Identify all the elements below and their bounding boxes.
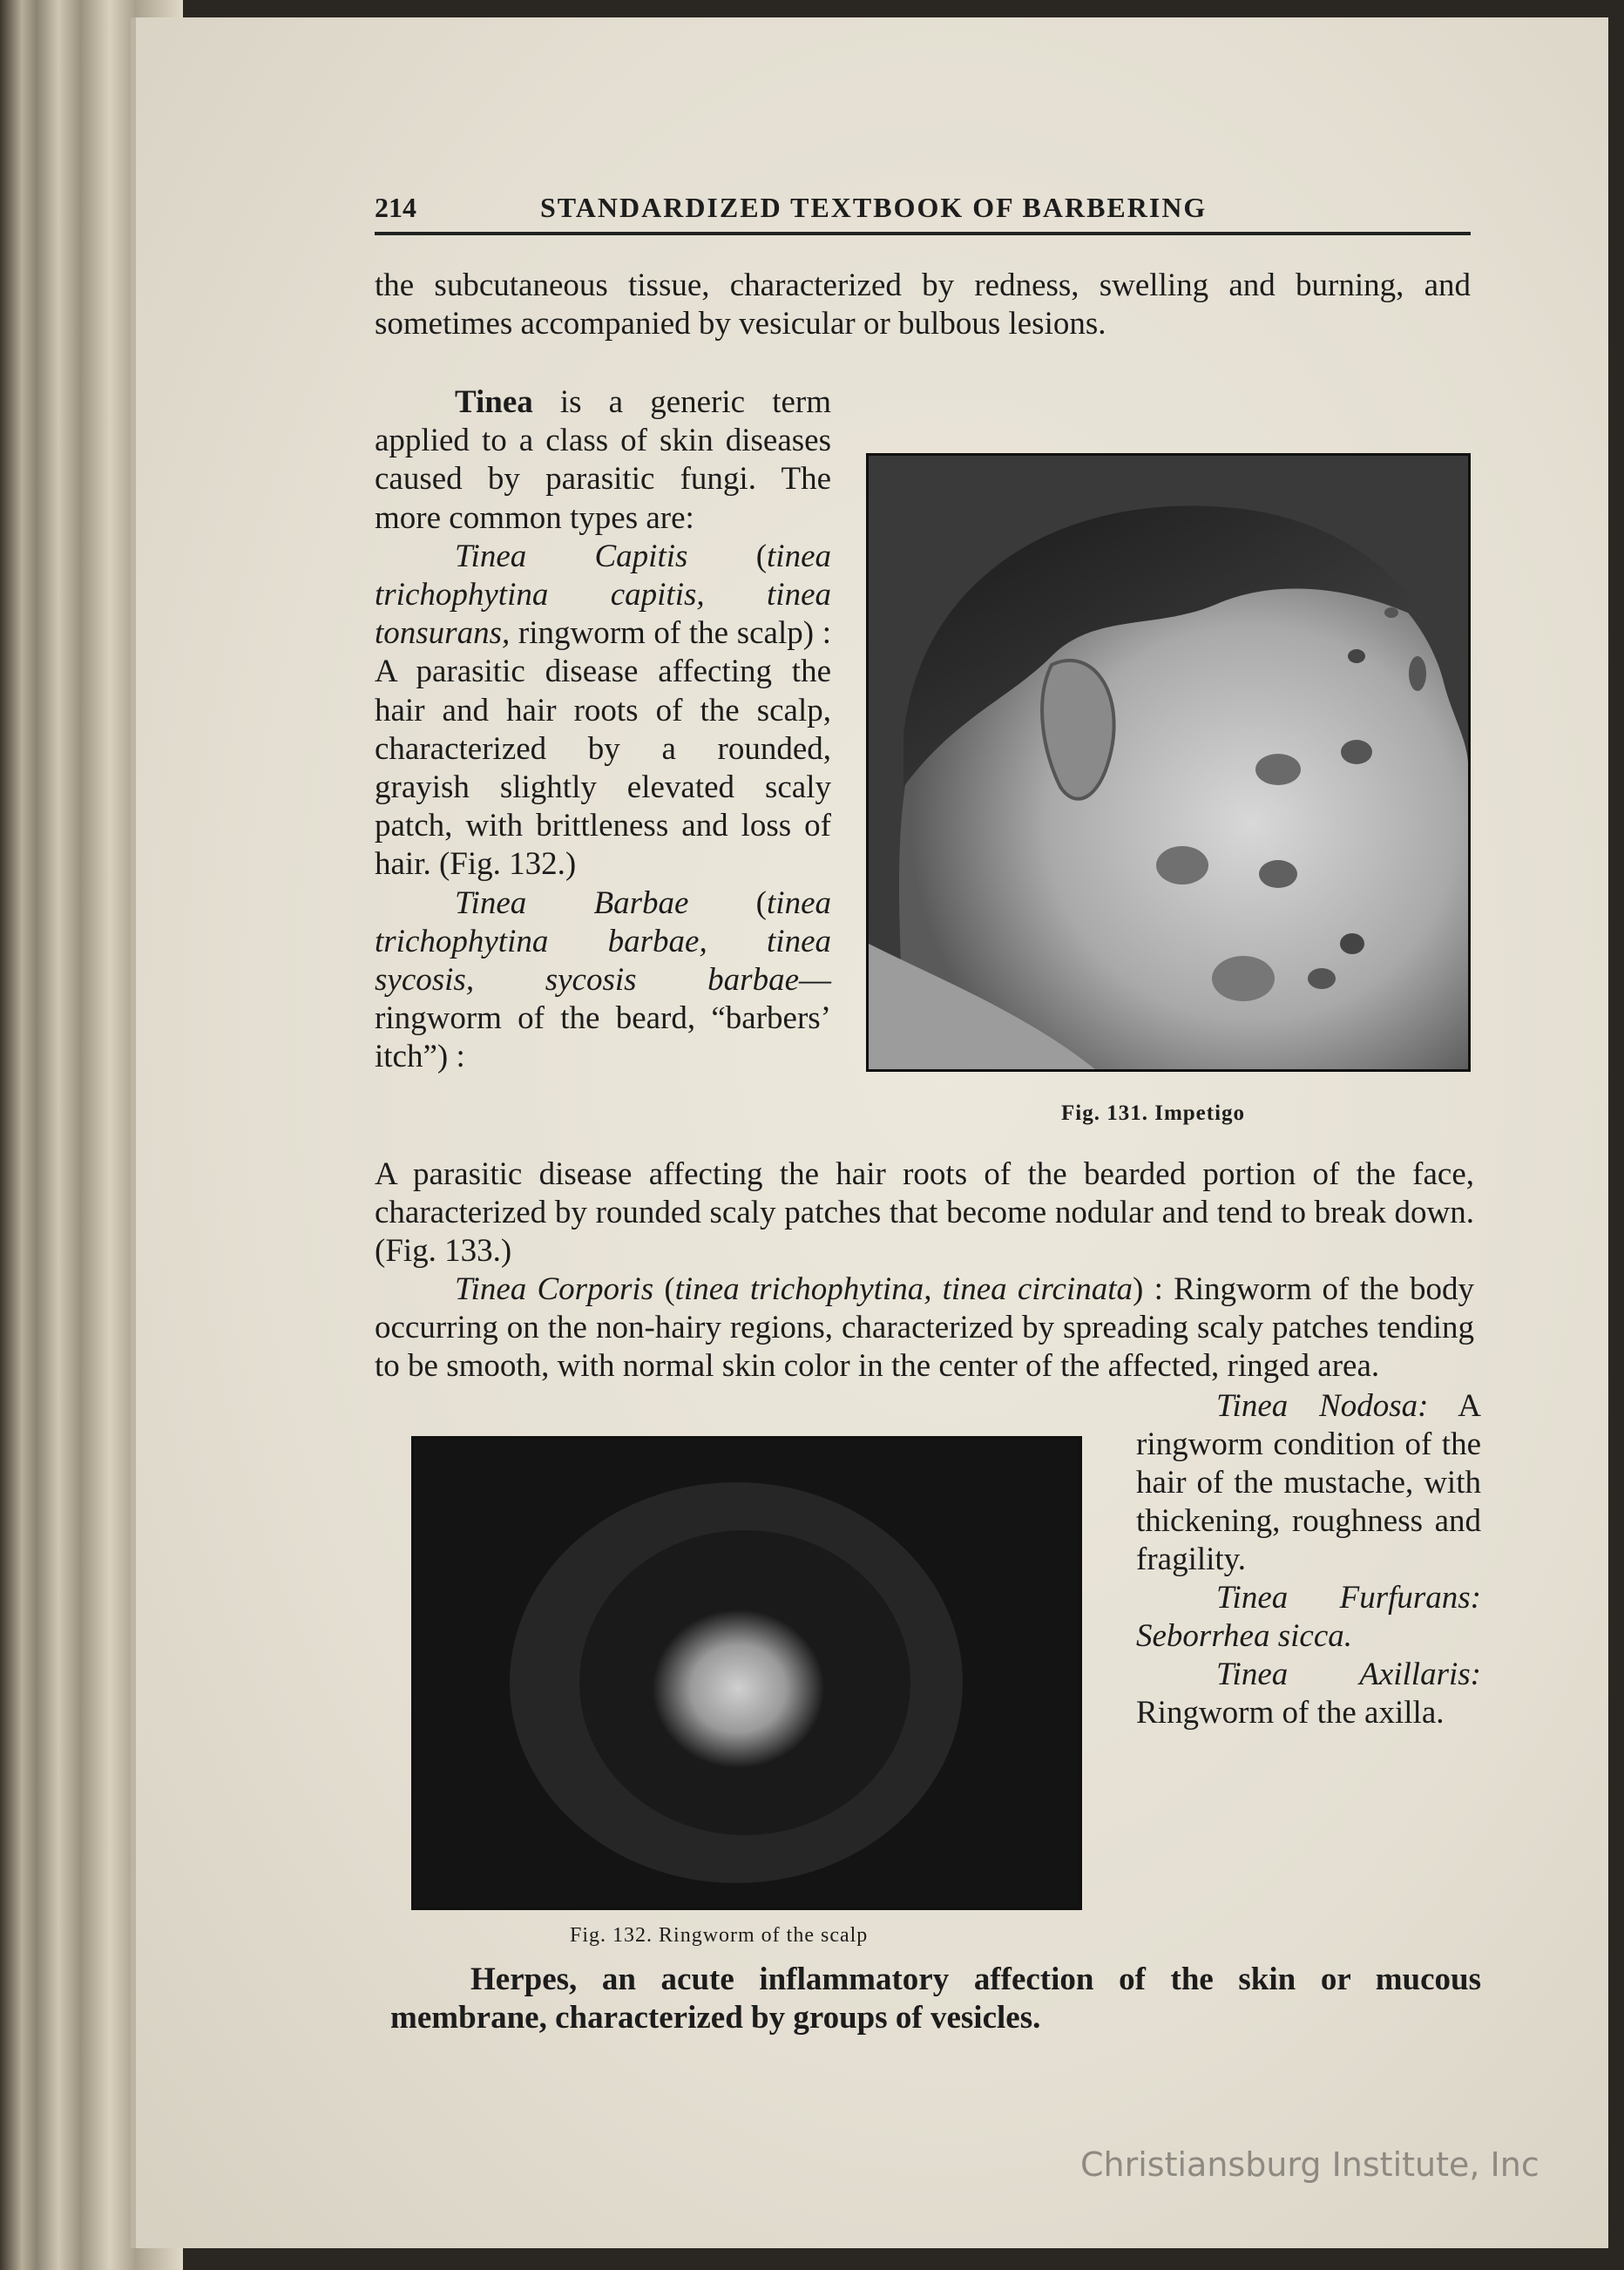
figure-131-impetigo-photo <box>866 453 1471 1072</box>
barbae-continuation <box>375 1155 1474 1386</box>
barbae-synonyms: tinea trichophytina barbae, tinea sycosis, sycosis barbae <box>375 884 831 999</box>
corporis-definition: Ringworm of the body occurring on the non-hairy regions, characterized by spreading scaly patches tending to be smooth, with normal skin color in the center of the affected, ringed area. <box>375 1271 1474 1384</box>
page-number: 214 <box>375 192 416 223</box>
figure-132-caption: Fig. 132. Ringworm of the scalp <box>570 1924 869 1947</box>
tinea-definition: is a generic term applied to a class of skin diseases caused by parasitic fungi. The more common types are: <box>375 384 831 536</box>
furfurans-name: Tinea Furfurans: <box>1216 1580 1481 1616</box>
right-column <box>1136 1387 1481 1732</box>
capitis-paragraph: Tinea Capitis (tinea trichophytina capitis, tinea tonsurans, ringworm of the scalp) : A parasitic disease affecting the hair and hair roots of the scalp, characterized by a rounded, grayish slightly elevated scaly patch, with brittleness and loss of hair. (Fig. 132.) <box>375 538 831 883</box>
barbae-definition: A parasitic disease affecting the hair roots of the bearded portion of the face, characterized by rounded scaly patches that become nodular and tend to break down. (Fig. 133.) <box>375 1156 1474 1269</box>
intro-paragraph <box>375 267 1471 343</box>
barbae-paragraph: Tinea Barbae (tinea trichophytina barbae, tinea sycosis, sycosis barbae—ringworm of the beard, “barbers’ itch”) : <box>375 884 831 1075</box>
herpes-definition: an acute inflammatory affection of the skin or mucous membrane, characterized by groups of vesicles. <box>390 1962 1481 2036</box>
axillaris-name: Tinea Axillaris: <box>1216 1657 1481 1692</box>
corporis-synonyms: tinea trichophytina, tinea circinata <box>674 1271 1133 1307</box>
nodosa-definition: A ringworm condition of the hair of the mustache, with thickening, roughness and fragility. <box>1136 1388 1481 1577</box>
furfurans-paragraph <box>1136 1579 1481 1656</box>
nodosa-name: Tinea Nodosa: <box>1216 1388 1429 1424</box>
impetigo-photo-image <box>869 456 1468 1069</box>
corporis-paragraph: Tinea Corporis (tinea trichophytina, tinea circinata) : Ringworm of the body occurring on the non-hairy regions, characterized by spreading scaly patches tending to be smooth, with normal skin color in the center of the affected, ringed area. <box>375 1271 1474 1384</box>
nodosa-paragraph <box>1136 1387 1481 1579</box>
tinea-column <box>375 383 831 1077</box>
tinea-term: Tinea <box>455 384 533 420</box>
corporis-name: Tinea Corporis <box>455 1271 654 1307</box>
furfurans-definition: Seborrhea sicca. <box>1136 1618 1352 1654</box>
book-page <box>131 17 1608 2248</box>
intro-text: the subcutaneous tissue, characterized by redness, swelling and burning, and sometimes accompanied by vesicular or bulbous lesions. <box>375 268 1471 342</box>
figure-132-ringworm-photo <box>411 1436 1082 1910</box>
axillaris-definition: Ringworm of the axilla. <box>1136 1695 1445 1731</box>
capitis-name: Tinea Capitis <box>455 538 688 574</box>
axillaris-paragraph <box>1136 1656 1481 1732</box>
barbae-common-name: —ringworm of the beard, “barbers’ itch”) : <box>375 962 831 1075</box>
capitis-definition: ringworm of the scalp) : A parasitic disease affecting the hair and hair roots of the scalp, characterized by a rounded, grayish slightly elevated scaly patch, with brittleness and loss of hair. (Fig. 132.) <box>375 615 831 883</box>
figure-131-caption: Fig. 131. Impetigo <box>1061 1101 1246 1125</box>
tinea-paragraph <box>375 383 831 538</box>
herpes-paragraph <box>390 1961 1481 2037</box>
barbae-name: Tinea Barbae <box>455 884 689 921</box>
capitis-synonyms: tinea trichophytina capitis, tinea tonsurans, <box>375 538 831 652</box>
ringworm-photo-image <box>414 1439 1079 1907</box>
herpes-text <box>390 1961 1481 2037</box>
page-header <box>375 185 1471 235</box>
herpes-term: Herpes, <box>470 1962 578 1997</box>
running-head: STANDARDIZED TEXTBOOK OF BARBERING <box>540 192 1208 223</box>
watermark: Christiansburg Institute, Inc <box>1080 2145 1539 2184</box>
